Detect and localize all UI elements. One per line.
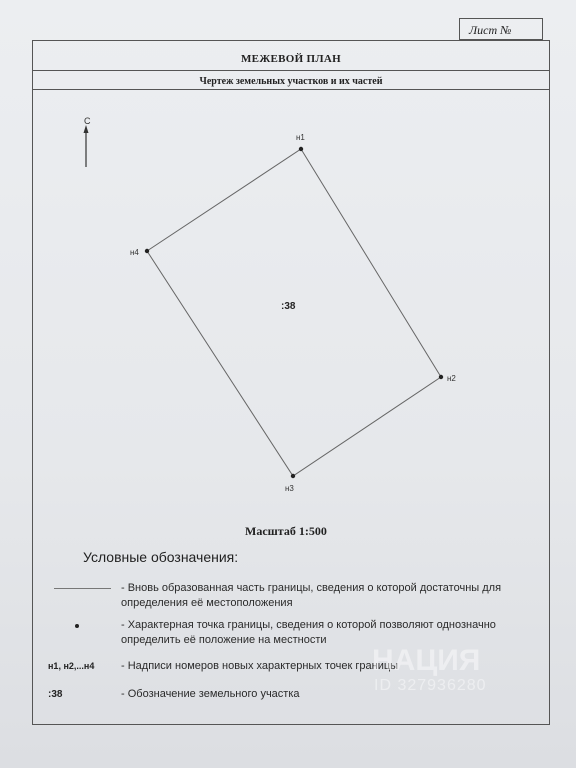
watermark-brand: НАЦИЯ — [372, 644, 481, 677]
legend-item-text: - Вновь образованная часть границы, сведения о которой достаточны для определения её местоположения — [121, 582, 502, 609]
document-subtitle: Чертеж земельных участков и их частей — [33, 71, 549, 90]
legend-title: Условные обозначения: — [83, 549, 239, 565]
point-dot-symbol — [75, 624, 79, 628]
parcel-boundary — [147, 149, 441, 476]
point-numbers-symbol: н1, н2,...н4 — [48, 661, 95, 671]
scale-label: Масштаб 1:500 — [245, 524, 327, 538]
legend-item-text: - Надписи номеров новых характерных точек границы — [121, 660, 399, 672]
parcel-label: :38 — [281, 301, 296, 312]
legend-item-text: - Обозначение земельного участка — [121, 688, 300, 700]
sheet-number-box: Лист № — [459, 18, 543, 40]
point-label-n4: н4 — [130, 248, 139, 257]
point-n3 — [291, 474, 295, 478]
legend-item-text: - Характерная точка границы, сведения о которой позволяют однозначно определить её положение на местности — [121, 619, 496, 646]
document-title: МЕЖЕВОЙ ПЛАН — [33, 41, 549, 71]
point-label-n3: н3 — [285, 484, 294, 493]
point-n4 — [145, 249, 149, 253]
point-label-n1: н1 — [296, 133, 305, 142]
point-label-n2: н2 — [447, 374, 456, 383]
parcel-symbol: :38 — [48, 689, 63, 700]
boundary-line-symbol — [54, 588, 111, 589]
point-n1 — [299, 147, 303, 151]
point-n2 — [439, 375, 443, 379]
watermark-code: ID 327936280 — [374, 677, 487, 694]
north-label: С — [84, 116, 91, 126]
north-arrow — [84, 125, 89, 167]
